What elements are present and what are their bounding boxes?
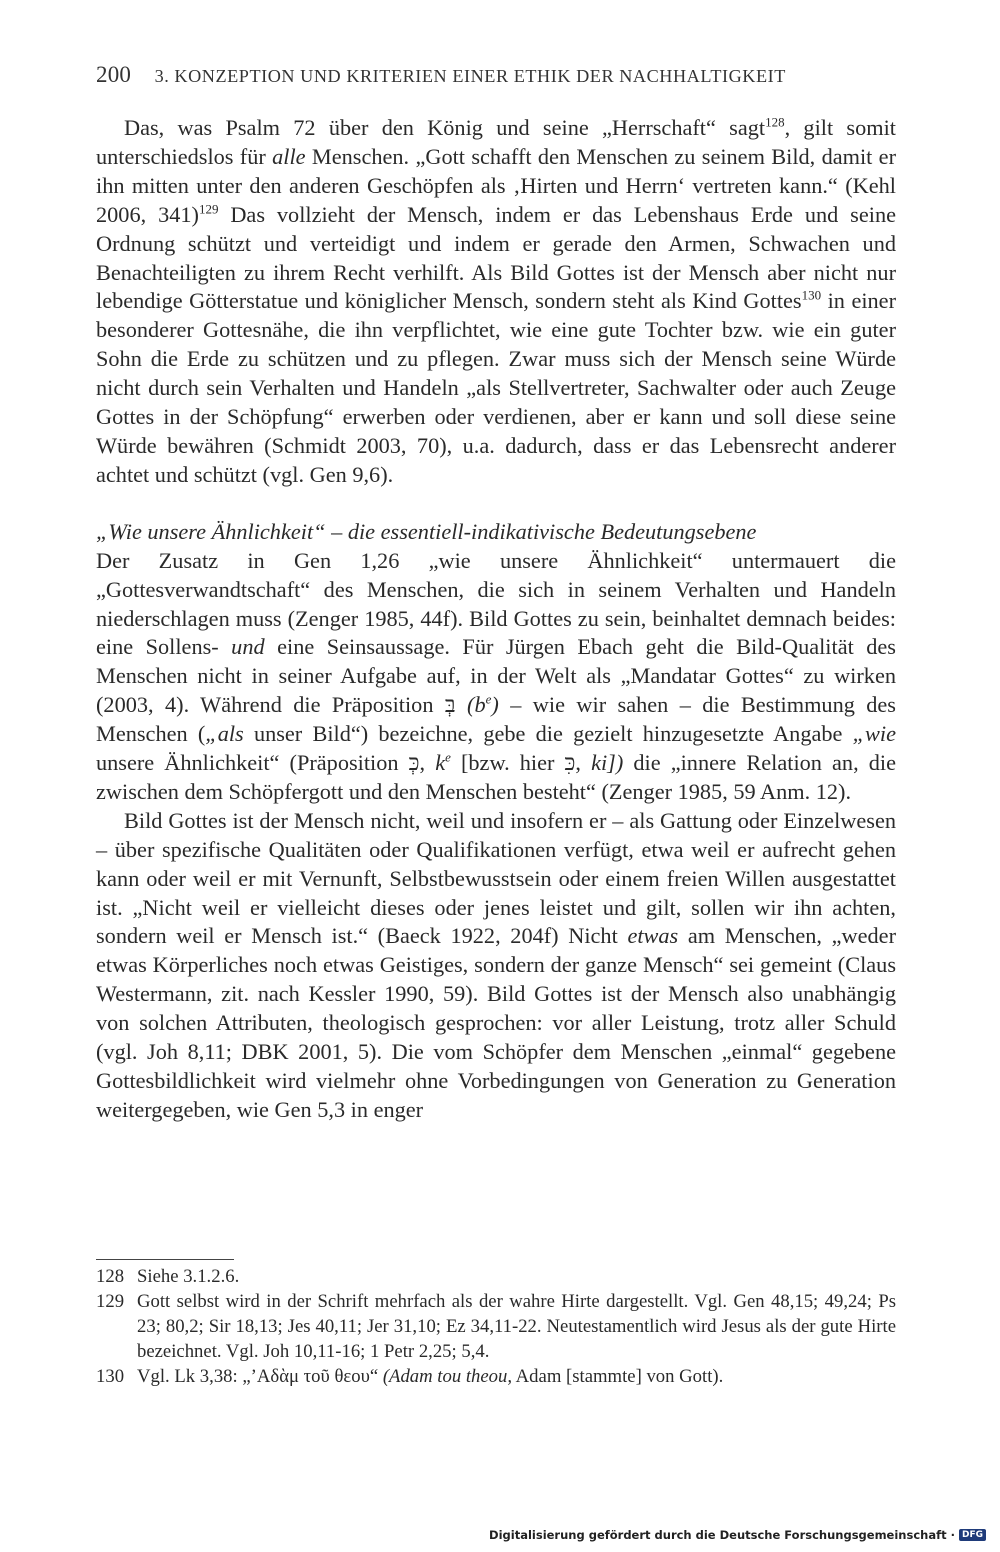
footnote-number: 129 [96,1291,125,1312]
hebrew-preposition-ke: כְּ [408,750,420,776]
funding-note [489,1528,986,1542]
footnotes [96,1264,896,1389]
footnote-129 [96,1289,896,1364]
running-title: 3. KONZEPTION UND KRITERIEN EINER ETHIK DER NACHHALTIGKEIT [154,66,786,86]
footnote-number: 128 [96,1266,125,1287]
running-header [96,62,916,88]
footnote-number: 130 [96,1366,125,1387]
footnote-text: Vgl. Lk 3,38: „’Αδὰμ τοῦ θεου“ (Adam tou theou, Adam [stammte] von Gott). [137,1366,724,1387]
footnote-text: Gott selbst wird in der Schrift mehrfach als der wahre Hirte dargestellt. Vgl. Gen 48,15; 49,24; Ps 23; 80,2; Sir 18,13; Jes 40,11; Jer 31,10; Ez 34,11-22. Neutestamentlich wird Jesus als der gute Hirte bezeichnet. Vgl. Joh 10,11-16; 1 Petr 2,25; 5,4. [137,1291,896,1362]
footnote-130 [96,1364,896,1389]
footnote-ref-128[interactable]: 128 [765,114,785,130]
hebrew-preposition-be: בְּ [444,692,456,718]
hebrew-preposition-ki: כִּ [564,750,576,776]
footnote-ref-129[interactable]: 129 [198,201,219,217]
paragraph-1: Das, was Psalm 72 über den König und seine „Herrschaft“ sagt$^{128}$, gilt somit unterschiedslos für alle Menschen. „Gott schafft den Menschen zu seinem Bild, damit er ihn mitten unter den anderen Geschöpfen als ‚Hirten und Herrn‘ vertreten kann.“ (Kehl 2006, 341)$^{129}$ Das vollzieht der Mensch, indem er das Lebenshaus Erde und seine Ordnung schützt und verteidigt und indem er gerade den Armen, Schwachen und Benachteiligten zu ihrem Recht verhilft. Als Bild Gottes ist der Mensch aber nicht nur lebendige Götterstatue und königlicher Mensch, sondern steht als Kind Gottes$^{130}$ in einer besonderer Gottesnähe, die ihn verpflichtet, wie eine gute Tochter bzw. wie ein guter Sohn die Erde zu schützen und zu pflegen. Zwar muss sich der Mensch seine Würde nicht durch sein Verhalten und Handeln „als Stellvertreter, Sachwalter oder auch Zeuge Gottes in der Schöpfung“ erwerben oder verdienen, aber er kann und soll diese seine Würde bewähren (Schmidt 2003, 70), u.a. dadurch, dass er das Lebensrecht anderer achtet und schützt (vgl. Gen 9,6). [96,114,896,487]
section-subheading: „Wie unsere Ähnlichkeit“ – die essentiell-indikativische Bedeutungsebene [96,518,757,544]
paragraph-2: Der Zusatz in Gen 1,26 „wie unsere Ähnlichkeit“ untermauert die „Gottesverwandtschaft“ des Menschen, die sich in seinem Verhalten und Handeln niederschlagen muss (Zenger 1985, 44f). Bild Gottes zu sein, beinhaltet demnach beides: eine Sollens- und eine Seinsaussage. Für Jürgen Ebach geht die Bild-Qualität des Menschen nicht in seiner Aufgabe auf, in der Welt als „Mandatar Gottes“ zu wirken (2003, 4). Während die Präposition בְּ $(b^e)$ – wie wir sahen – die Bestimmung des Menschen („als unser Bild“) bezeichne, gebe die gezielt hinzugesetzte Angabe „wie unsere Ähnlichkeit“ (Präposition כְּ, $k^e$ [bzw. hier כִּ, ki]) die „innere Relation an, die zwischen dem Schöpfergott und den Menschen besteht“ (Zenger 1985, 59 Anm. 12). [96,547,897,804]
funding-text: Digitalisierung gefördert durch die Deutsche Forschungsgemeinschaft · [489,1528,955,1542]
page-number: 200 [96,62,132,87]
footnote-128 [96,1264,896,1289]
paragraph-3: Bild Gottes ist der Mensch nicht, weil und insofern er – als Gattung oder Einzelwesen – über spezifische Qualitäten oder Qualifikationen verfügt, etwa weil er aufrecht gehen kann oder weil er mit Vernunft, Selbstbewusstsein oder einem freien Willen ausgestattet ist. „Nicht weil er vielleicht dieses oder jenes leistet und gilt, sollen wir ihn achten, sondern weil er Mensch ist.“ (Baeck 1922, 204f) Nicht etwas am Menschen, „weder etwas Körperliches noch etwas Geistiges, sondern der ganze Mensch“ sei gemeint (Claus Westermann, zit. nach Kessler 1990, 59). Bild Gottes ist der Mensch also unabhängig von solchen Attributen, theologisch gesprochen: vor aller Leistung, trotz aller Schuld (vgl. Joh 8,11; DBK 2001, 5). Die vom Schöpfer dem Menschen „einmal“ gegebene Gottesbildlichkeit wird vielmehr ohne Vorbedingungen von Generation zu Generation weitergegeben, wie Gen 5,3 in enger [96,807,897,1122]
footnote-ref-130[interactable]: 130 [801,288,822,304]
dfg-logo: DFG [959,1529,986,1541]
section-gap [96,490,896,518]
footnote-separator [96,1259,234,1260]
main-text [96,114,896,1125]
footnote-text: Siehe 3.1.2.6. [137,1266,240,1287]
